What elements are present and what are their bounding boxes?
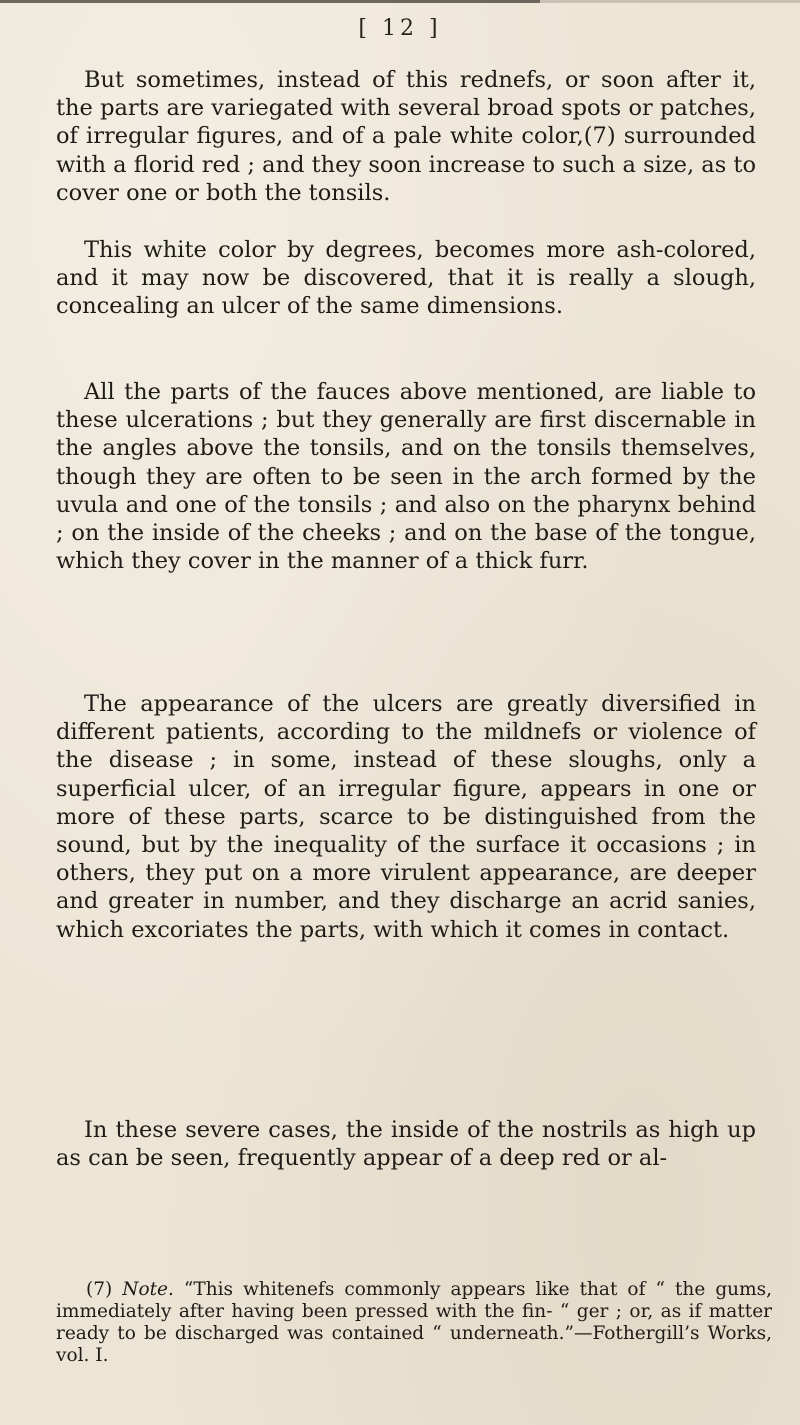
paragraph-2: This white color by degrees, becomes more ash-colored, and it may now be discovered, that it is really a slough, concealing an ulcer of the same dimensions. (56, 237, 756, 320)
footnote-text: “This whitenefs commonly appears like that of “ the gums, immediately after having been pressed with the fin- “ ger ; or, as if matter ready to be discharged was contained “ underneath.”—Fothergill’s Works, vol. I. (56, 1279, 773, 1366)
page-number: [ 12 ] (358, 16, 442, 41)
paragraph-1: But sometimes, instead of this rednefs, or soon after it, the parts are variegated with several broad spots or patches, of irregular figures, and of a pale white color,(7) surrounded with a florid red ; and they soon increase to such a size, as to cover one or both the tonsils. (56, 67, 756, 206)
footnote (56, 1279, 772, 1367)
paragraph-3: All the parts of the fauces above mentioned, are liable to these ulcerations ; but they generally are first discernable in the angles above the tonsils, and on the tonsils themselves, though they are often to be seen in the arch formed by the uvula and one of the tonsils ; and also on the pharynx behind ; on the inside of the cheeks ; and on the base of the tongue, which they cover in the manner of a thick furr. (56, 379, 756, 575)
footnote-marker: (7) (86, 1279, 123, 1300)
footnote-note-label: Note. (122, 1279, 174, 1300)
paragraph-5: In these severe cases, the inside of the nostrils as high up as can be seen, frequently appear of a deep red or al- (56, 1117, 756, 1172)
paragraph-4: The appearance of the ulcers are greatly diversified in different patients, according to the mildnefs or violence of the disease ; in some, instead of these sloughs, only a superficial ulcer, of an irregular figure, appears in one or more of these parts, scarce to be distinguished from the sound, but by the inequality of the surface it occasions ; in others, they put on a more virulent appearance, are deeper and greater in number, and they discharge an acrid sanies, which excoriates the parts, with which it comes in contact. (56, 691, 756, 943)
page-top-edge-light (540, 0, 800, 3)
